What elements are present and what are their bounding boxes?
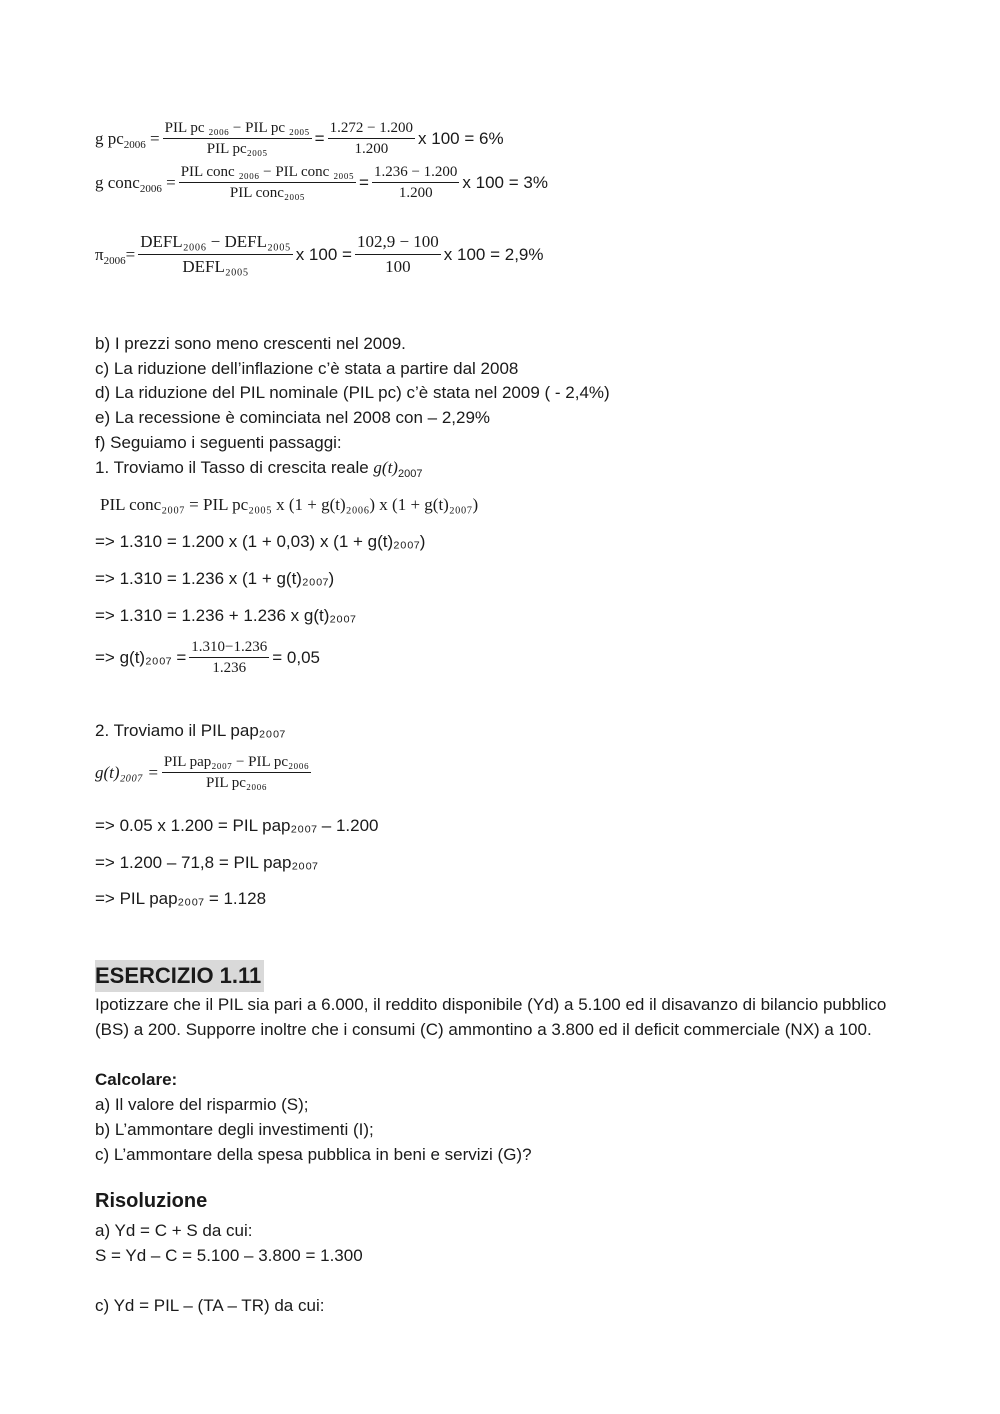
question-c: c) L’ammontare della spesa pubblica in beni e servizi (G)? (95, 1145, 532, 1164)
formula-result: x 100 = 3% (462, 172, 548, 192)
fraction-numerator: PIL pap₂₀₀₇ − PIL pc₂₀₀₆ (162, 752, 311, 773)
question-a: a) Il valore del risparmio (S); (95, 1095, 309, 1114)
fraction-denominator: DEFL₂₀₀₅ (182, 257, 249, 276)
fraction-denominator: 1.200 (354, 141, 389, 157)
step1-line-3: => 1.310 = 1.236 x (1 + g(t)₂₀₀₇) (95, 569, 335, 588)
fraction-numerator: 1.310−1.236 (189, 637, 269, 658)
step1-line-5: => g(t)₂₀₀₇ = $\frac{1.310-1.236}{1.236}$ = 0,05 (95, 639, 321, 676)
fraction-denominator: 1.236 (212, 660, 247, 676)
formula-lhs: g $pc_{2006}$ = (95, 128, 160, 151)
solution-title: Risoluzione (95, 1190, 208, 1212)
fraction-numerator: 102,9 − 100 (355, 230, 441, 255)
formula-pi (95, 230, 544, 279)
step1-line-1: PIL conc₂₀₀₇ = PIL pc₂₀₀₅ x (1 + g(t)₂₀₀₆) x (1 + g(t)₂₀₀₇) (100, 495, 479, 514)
step2-equation: g(t)₂₀₀₇ = $\frac{\text{PIL pap₂₀₀₇ − PIL pc₂₀₀₆}}{\text{PIL pc₂₀₀₆}}$ (95, 754, 309, 791)
answer-d: d) La riduzione del PIL nominale (PIL pc) c’è stata nel 2009 ( - 2,4%) (95, 383, 610, 402)
fraction-denominator: PIL conc₂₀₀₅ (229, 185, 305, 201)
answer-f: f) Seguiamo i seguenti passaggi: (95, 433, 342, 452)
fraction-denominator: PIL pc₂₀₀₅ (206, 141, 268, 157)
step1-title: 1. Troviamo il Tasso di crescita reale $g(t)_{2007}$ (95, 458, 423, 480)
step2-line-2: => 1.200 – 71,8 = PIL pap₂₀₀₇ (95, 853, 319, 872)
fraction (138, 230, 293, 279)
fraction (162, 752, 311, 793)
fraction-numerator: PIL conc ₂₀₀₆ − PIL conc ₂₀₀₅ (179, 162, 356, 183)
answer-b: b) I prezzi sono meno crescenti nel 2009. (95, 334, 406, 353)
solution-c: c) Yd = PIL – (TA – TR) da cui: (95, 1296, 325, 1315)
formula-result: x 100 = 6% (418, 128, 504, 148)
exercise-heading: ESERCIZIO 1.11 (95, 960, 264, 992)
step2-title: 2. Troviamo il PIL pap₂₀₀₇ (95, 721, 286, 740)
fraction-numerator: PIL pc ₂₀₀₆ − PIL pc ₂₀₀₅ (163, 118, 312, 139)
solution-a (95, 1218, 895, 1268)
step1-line-2: => 1.310 = 1.200 x (1 + 0,03) x (1 + g(t)₂₀₀₇) (95, 532, 426, 551)
formula-mid: x 100 = (295, 244, 352, 264)
fraction-numerator: DEFL₂₀₀₆ − DEFL₂₀₀₅ (138, 230, 293, 255)
step2-line-3: => PIL pap₂₀₀₇ = 1.128 (95, 889, 267, 908)
fraction (372, 162, 459, 203)
exercise-text: Ipotizzare che il PIL sia pari a 6.000, il reddito disponibile (Yd) a 5.100 ed il disavanzo di bilancio pubblico (BS) a 200. Supporre inoltre che i consumi (C) ammontino a 3.800 ed il deficit commerciale (NX) a 100. (95, 995, 887, 1039)
solution-a-line-1: a) Yd = C + S da cui: (95, 1221, 253, 1240)
formula-g-conc: g conc$_{2006}$ = $\frac{\text{PIL conc ₂₀₀₆ − PIL conc ₂₀₀₅}}{\text{PIL conc₂₀₀₅}}$ = $\frac{1.236 - 1.200}{1.200}$ x 100 = 3% (95, 164, 548, 201)
fraction-denominator: 100 (385, 257, 411, 276)
answer-e: e) La recessione è cominciata nel 2008 con – 2,29% (95, 408, 491, 427)
formula-result: x 100 = 2,9% (443, 244, 544, 264)
exercise-questions (95, 1067, 895, 1167)
answer-c: c) La riduzione dell’inflazione c’è stata a partire dal 2008 (95, 359, 519, 378)
fraction-denominator: PIL pc₂₀₀₆ (206, 775, 267, 791)
calc-label: Calcolare: (95, 1070, 178, 1089)
formula-g-pc: g $pc_{2006}$ = $\frac{\text{PIL pc ₂₀₀₆ − PIL pc ₂₀₀₅}}{\text{PIL pc₂₀₀₅}}$ = $\frac{1.272 - 1.200}{1.200}$ x 100 = 6% (95, 120, 504, 157)
question-b: b) L’ammontare degli investimenti (I); (95, 1120, 374, 1139)
step1-line-4: => 1.310 = 1.236 + 1.236 x g(t)₂₀₀₇ (95, 606, 356, 625)
fraction (189, 637, 269, 678)
solution-a-line-2: S = Yd – C = 5.100 – 3.800 = 1.300 (95, 1246, 363, 1265)
fraction-denominator: 1.200 (398, 185, 433, 201)
fraction (179, 162, 356, 203)
step2-line-1: => 0.05 x 1.200 = PIL pap₂₀₀₇ – 1.200 (95, 816, 379, 835)
fraction-numerator: 1.236 − 1.200 (372, 162, 459, 183)
fraction (355, 230, 441, 279)
fraction (328, 118, 415, 159)
fraction (163, 118, 312, 159)
formula-lhs: g conc$_{2006}$ = (95, 172, 176, 195)
fraction-numerator: 1.272 − 1.200 (328, 118, 415, 139)
formula-lhs: $\pi_{2006}=$ (95, 244, 136, 267)
